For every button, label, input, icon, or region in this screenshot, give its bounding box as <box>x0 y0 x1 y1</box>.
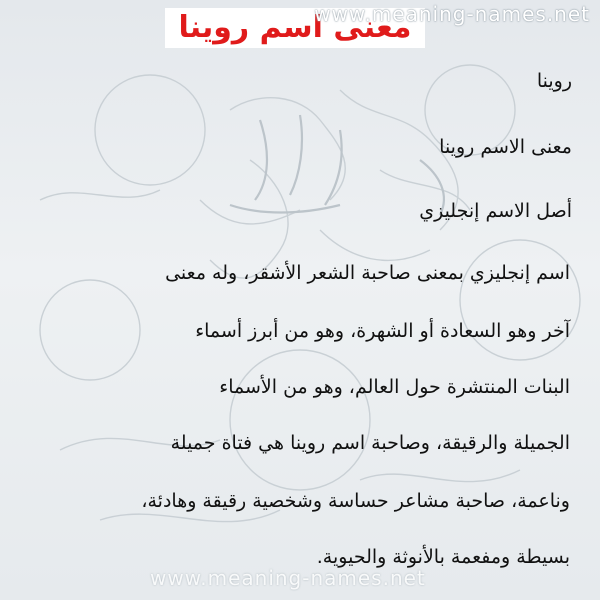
description-line: الجميلة والرقيقة، وصاحبة اسم روينا هي فتاة جميلة <box>170 432 570 454</box>
description-line: البنات المنتشرة حول العالم، وهو من الأسماء <box>219 376 570 398</box>
description-line: آخر وهو السعادة أو الشهرة، وهو من أبرز أسماء <box>195 320 570 342</box>
page-title: معنى اسم روينا <box>178 10 412 45</box>
description-line: اسم إنجليزي بمعنى صاحبة الشعر الأشقر، وله معنى <box>165 262 570 284</box>
site-watermark: www.meaning-names.net <box>314 2 590 26</box>
origin-label: أصل الاسم إنجليزي <box>419 200 572 222</box>
name-line: روينا <box>536 70 572 92</box>
meaning-label: معنى الاسم روينا <box>439 136 572 158</box>
description-line: بسيطة ومفعمة بالأنوثة والحيوية. <box>316 546 570 568</box>
bottom-watermark: www.meaning-names.net <box>150 566 426 590</box>
description-line: وناعمة، صاحبة مشاعر حساسة وشخصية رقيقة وهادئة، <box>141 490 570 512</box>
